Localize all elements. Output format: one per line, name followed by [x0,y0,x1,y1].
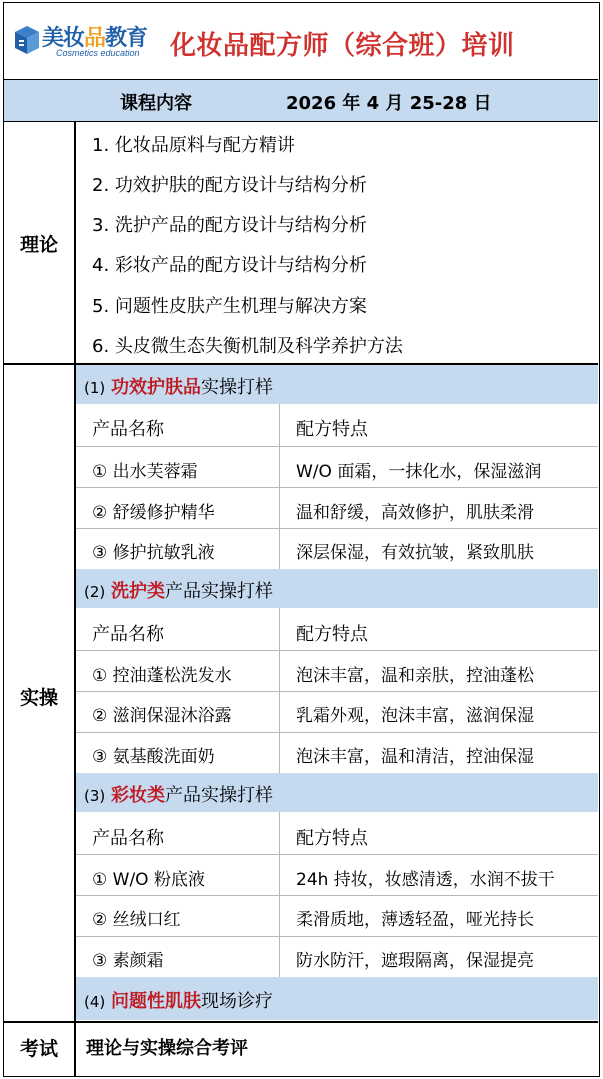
logo-subtitle: Cosmetics education [56,48,140,58]
group-header-makeup: (3) 彩妆类产品实操打样 [76,773,598,812]
row-divider [76,487,598,488]
course-table [3,2,600,1077]
row-divider [76,732,598,733]
section-divider [4,1021,598,1023]
product-name: ③ 修护抗敏乳液 [92,543,215,563]
product-feature: 24h 持妆，妆感清透，水润不拔干 [296,870,555,890]
column-divider [279,812,280,977]
row-divider [76,854,598,855]
product-name: ② 丝绒口红 [92,910,181,930]
row-divider [76,650,598,651]
product-name: ① 出水芙蓉霜 [92,462,198,482]
product-feature: 深层保湿，有效抗皱，紧致肌肤 [296,543,534,563]
product-name: ① W/O 粉底液 [92,870,205,890]
product-feature: 乳霜外观，泡沫丰富，滋润保湿 [296,706,534,726]
page-header [4,3,598,80]
page-title: 化妆品配方师（综合班）培训 [170,31,515,61]
product-name: ③ 氨基酸洗面奶 [92,747,215,767]
theory-item: 6. 头皮微生态失衡机制及科学养护方法 [92,336,403,357]
column-header-name: 产品名称 [92,828,164,849]
cube-logo-icon [14,25,40,55]
column-header-feature: 配方特点 [296,419,368,440]
row-divider [76,446,598,447]
column-divider [279,404,280,569]
course-info-row [4,80,598,122]
practice-label: 实操 [19,687,58,709]
product-feature: W/O 面霜，一抹化水，保湿滋润 [296,462,542,482]
product-name: ① 控油蓬松洗发水 [92,666,232,686]
theory-label: 理论 [19,234,58,256]
theory-item: 2. 功效护肤的配方设计与结构分析 [92,175,367,196]
product-name: ③ 素颜霜 [92,951,164,971]
course-content-label: 课程内容 [120,93,192,114]
group-header-washcare: (2) 洗护类产品实操打样 [76,569,598,608]
theory-item: 4. 彩妆产品的配方设计与结构分析 [92,255,367,276]
product-feature: 柔滑质地，薄透轻盈，哑光持长 [296,910,534,930]
row-divider [76,936,598,937]
row-divider [76,895,598,896]
product-feature: 温和舒缓，高效修护，肌肤柔滑 [296,503,534,523]
column-header-feature: 配方特点 [296,828,368,849]
row-divider [76,691,598,692]
theory-item: 3. 洗护产品的配方设计与结构分析 [92,215,367,236]
exam-label: 考试 [19,1038,58,1060]
logo-wordmark: 美妆品教育 [42,26,148,51]
column-divider [279,608,280,773]
column-header-name: 产品名称 [92,624,164,645]
product-name: ② 滋润保湿沐浴露 [92,706,232,726]
group-header-skincare: (1) 功效护肤品实操打样 [76,365,598,404]
theory-item: 1. 化妆品原料与配方精讲 [92,135,295,156]
product-feature: 防水防汗，遮瑕隔离，保湿提亮 [296,951,534,971]
row-divider [76,528,598,529]
course-date: 2026 年 4 月 25-28 日 [286,93,492,114]
product-feature: 泡沫丰富，温和清洁，控油保湿 [296,747,534,767]
theory-item: 5. 问题性皮肤产生机理与解决方案 [92,296,367,317]
group-header-clinic: (4) 问题性肌肤现场诊疗 [76,977,598,1020]
column-header-name: 产品名称 [92,419,164,440]
product-name: ② 舒缓修护精华 [92,503,215,523]
exam-description: 理论与实操综合考评 [86,1038,248,1059]
product-feature: 泡沫丰富，温和亲肤，控油蓬松 [296,666,534,686]
brand-logo [14,17,159,65]
column-header-feature: 配方特点 [296,624,368,645]
